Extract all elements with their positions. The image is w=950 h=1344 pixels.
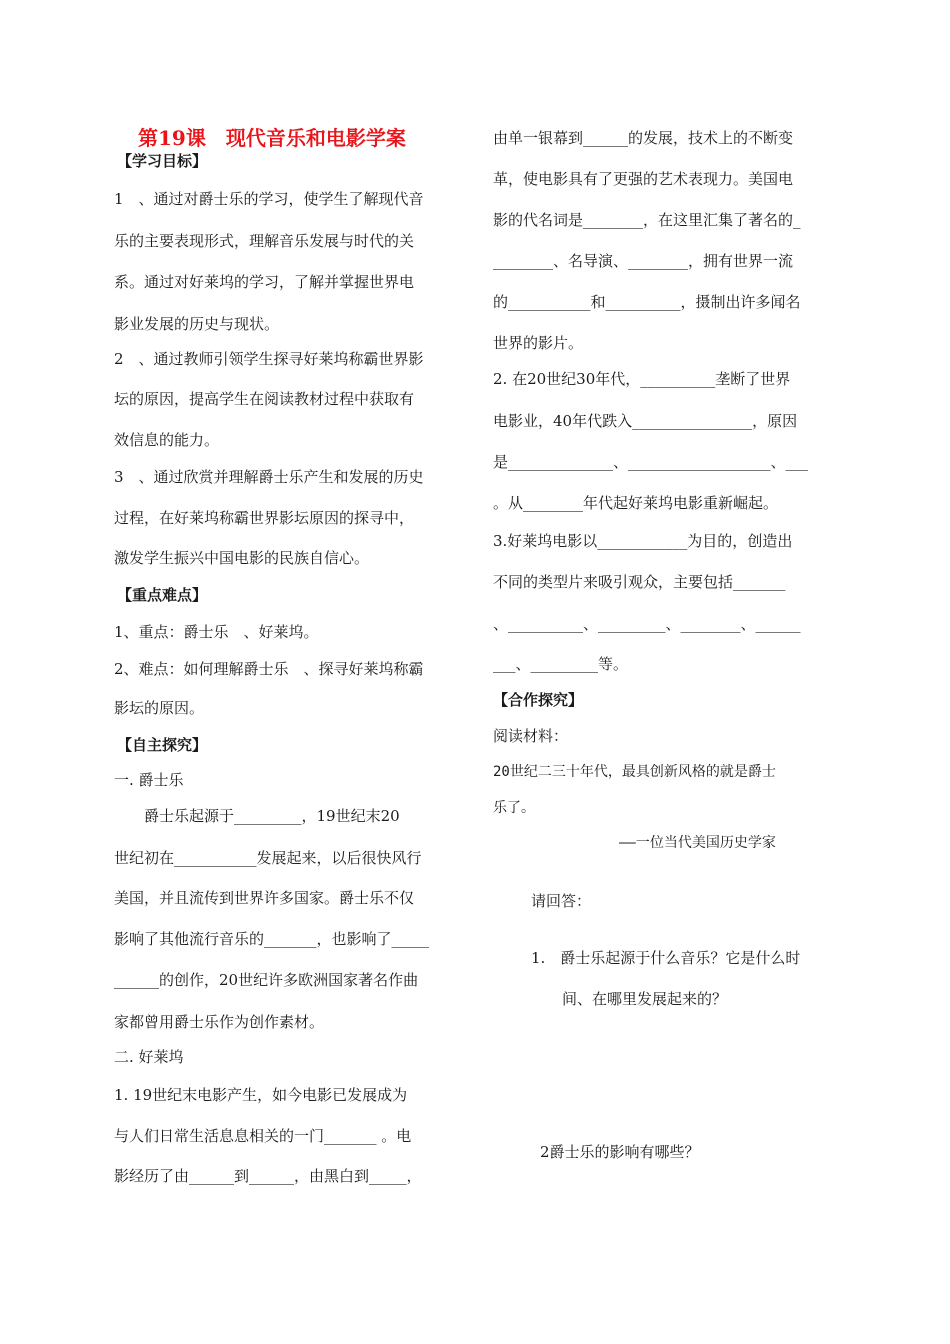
reading-material-label: 阅读材料： (493, 727, 569, 745)
text-line: 系。通过对好莱坞的学习，了解并掌握世界电 (114, 273, 415, 291)
text-line: 家都曾用爵士乐作为创作素材。 (114, 1013, 325, 1031)
question-2: 2爵士乐的影响有哪些？ (540, 1143, 700, 1161)
page-title: 第19课 现代音乐和电影学案 (138, 126, 406, 150)
text-line: 1 、通过对爵士乐的学习，使学生了解现代音 (114, 190, 424, 208)
text-line: 3 、通过欣赏并理解爵士乐产生和发展的历史 (114, 468, 424, 486)
text-line: 。从________年代起好莱坞电影重新崛起。 (493, 494, 779, 512)
quote-text: 20世纪二三十年代，最具创新风格的就是爵士 (493, 764, 776, 780)
text-line: 世界的影片。 (493, 334, 584, 352)
text-line: 的___________和__________，摄制出许多闻名 (493, 293, 801, 311)
text-line: 影经历了由______到______，由黑白到_____， (114, 1167, 422, 1185)
text-line: 由单一银幕到______的发展，技术上的不断变 (493, 129, 794, 147)
text-line: 爵士乐起源于_________，19世纪末20 (114, 807, 400, 825)
subsection-heading-hollywood: 二. 好莱坞 (114, 1048, 184, 1066)
text-line: 坛的原因，提高学生在阅读教材过程中获取有 (114, 390, 415, 408)
question-1: 1. 爵士乐起源于什么音乐？它是什么时 (531, 949, 801, 967)
quote-text: 乐了。 (493, 800, 535, 816)
text-line: 革，使电影具有了更强的艺术表现力。美国电 (493, 170, 794, 188)
text-line: 世纪初在___________发展起来，以后很快风行 (114, 849, 422, 867)
text-line: 与人们日常生活息息相关的一门_______ 。电 (114, 1127, 412, 1145)
quote-attribution: ——一位当代美国历史学家 (619, 835, 776, 851)
section-heading-cooperative-study: 【合作探究】 (493, 691, 584, 709)
question-prompt: 请回答： (531, 892, 592, 910)
text-line: 影响了其他流行音乐的_______，也影响了_____ (114, 930, 430, 948)
text-line: 2 、通过教师引领学生探寻好莱坞称霸世界影 (114, 350, 424, 368)
subsection-heading-jazz: 一. 爵士乐 (114, 771, 184, 789)
text-line: 2、难点：如何理解爵士乐 、探寻好莱坞称霸 (114, 660, 424, 678)
section-heading-key-points: 【重点难点】 (117, 586, 208, 604)
text-line: 激发学生振兴中国电影的民族自信心。 (114, 549, 370, 567)
text-line: 过程，在好莱坞称霸世界影坛原因的探寻中， (114, 509, 415, 527)
text-line: 2. 在20世纪30年代，__________垄断了世界 (493, 370, 791, 388)
text-line: 1. 19世纪末电影产生，如今电影已发展成为 (114, 1086, 408, 1104)
text-line: 是______________、___________________、___ (493, 453, 809, 471)
text-line: ________、名导演、________，拥有世界一流 (493, 252, 794, 270)
text-line: 、__________、_________、________、______ (493, 615, 801, 633)
text-line: 美国，并且流传到世界许多国家。爵士乐不仅 (114, 889, 415, 907)
text-line: 乐的主要表现形式，理解音乐发展与时代的关 (114, 232, 415, 250)
text-line: ___、_________等。 (493, 655, 629, 673)
section-heading-self-study: 【自主探究】 (117, 736, 208, 754)
text-line: 电影业，40年代跌入________________，原因 (493, 412, 798, 430)
section-heading-learning-goals: 【学习目标】 (117, 152, 208, 170)
text-line: 1、重点：爵士乐 、好莱坞。 (114, 623, 319, 641)
text-line: 效信息的能力。 (114, 431, 220, 449)
text-line: 影业发展的历史与现状。 (114, 315, 280, 333)
text-line: 影坛的原因。 (114, 699, 205, 717)
text-line: 3.好莱坞电影以____________为目的，创造出 (493, 532, 793, 550)
text-line: 不同的类型片来吸引观众，主要包括_______ (493, 573, 786, 591)
text-line: 影的代名词是________，在这里汇集了著名的_ (493, 211, 801, 229)
text-line: ______的创作，20世纪许多欧洲国家著名作曲 (114, 971, 419, 989)
question-1-continued: 间、在哪里发展起来的？ (562, 990, 728, 1008)
